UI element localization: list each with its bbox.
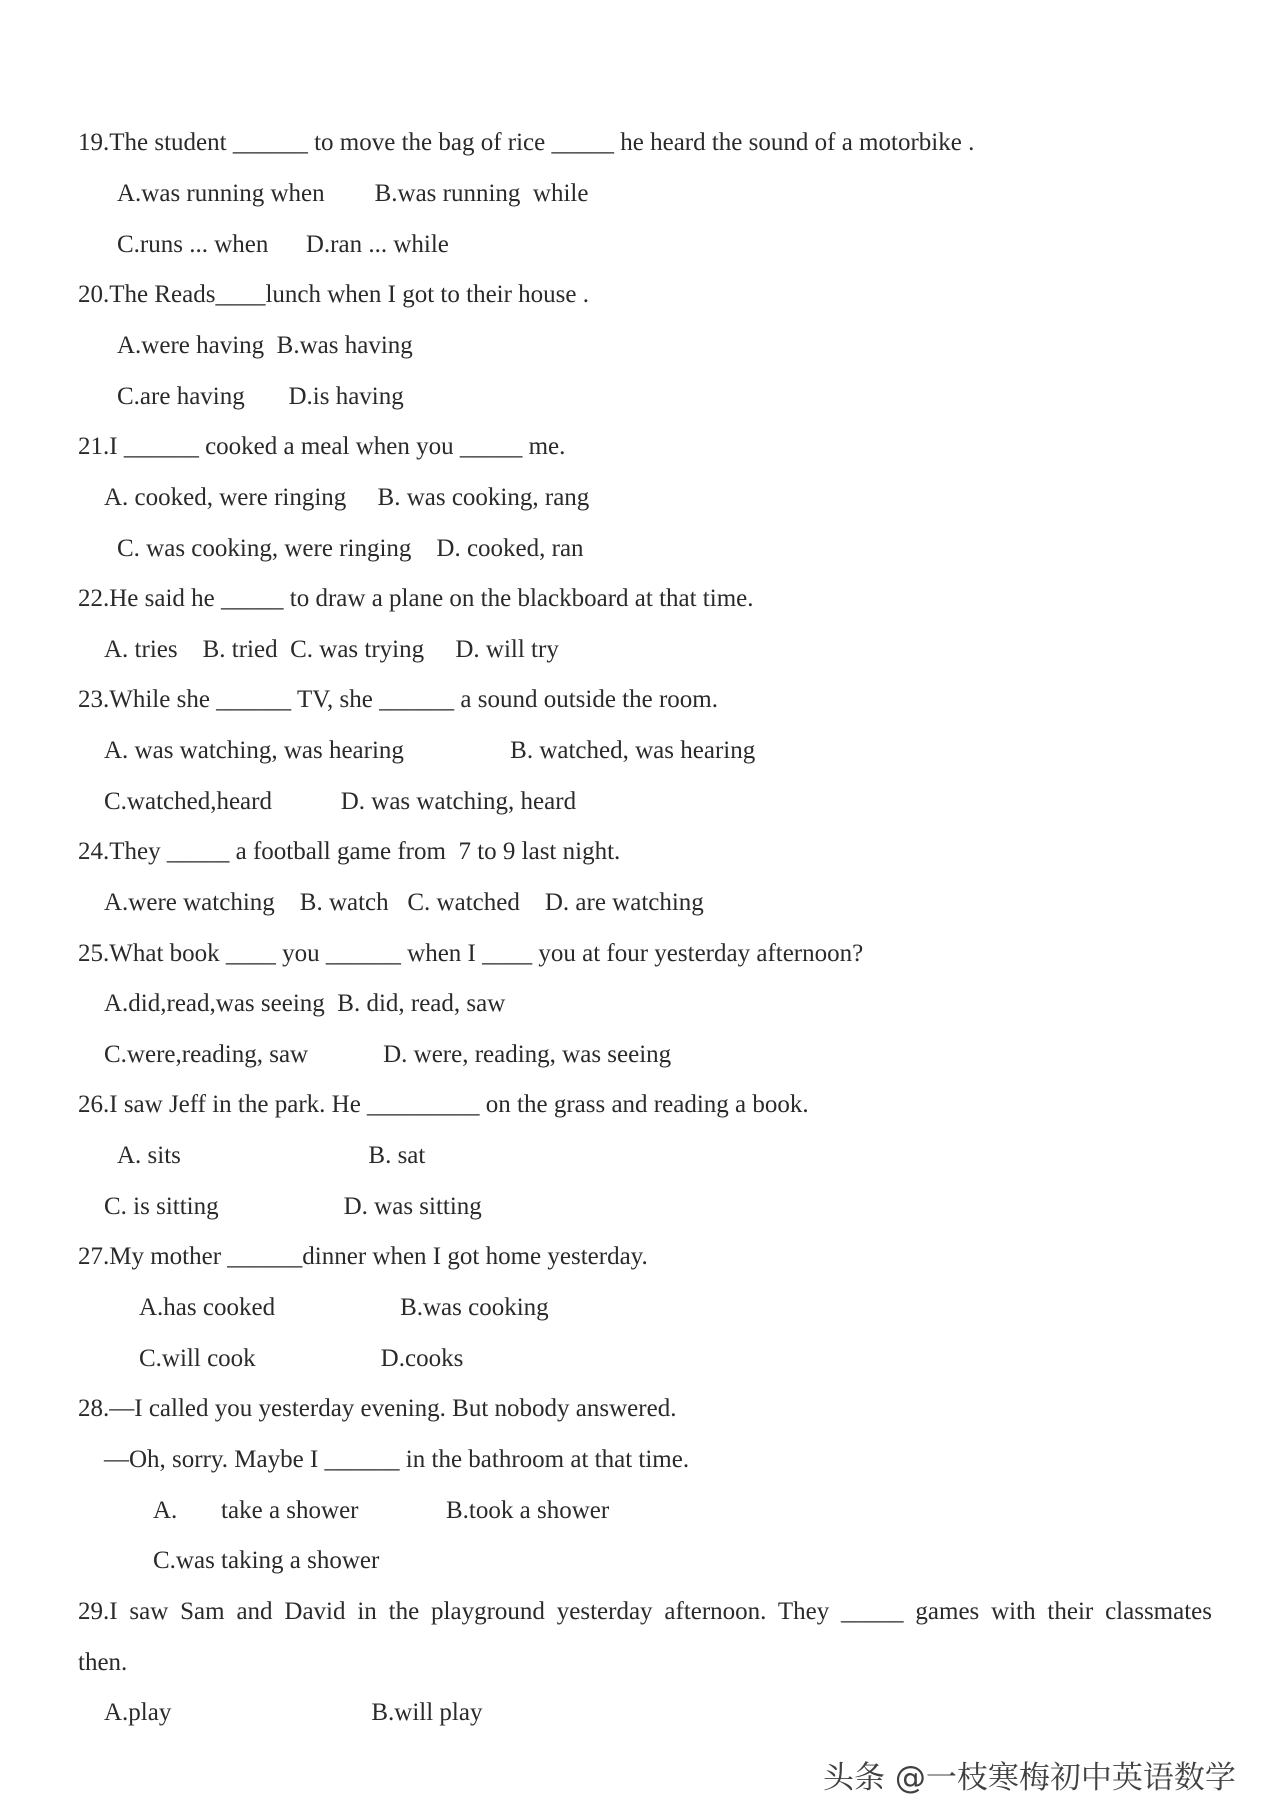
- question-23-options-cd: C.watched,heard D. was watching, heard: [104, 788, 577, 815]
- question-21-options-cd: C. was cooking, were ringing D. cooked, ran: [117, 535, 584, 562]
- question-20-options-cd: C.are having D.is having: [117, 383, 404, 410]
- question-20-options-ab: A.were having B.was having: [117, 332, 413, 359]
- question-28-stem: 28.—I called you yesterday evening. But nobody answered.: [78, 1395, 677, 1422]
- question-26-stem: 26.I saw Jeff in the park. He _________ on the grass and reading a book.: [78, 1091, 809, 1118]
- question-29-stem-continued: then.: [78, 1649, 128, 1676]
- question-22-stem: 22.He said he _____ to draw a plane on the blackboard at that time.: [78, 585, 754, 612]
- question-27-options-cd: C.will cook D.cooks: [139, 1345, 464, 1372]
- question-21-options-ab: A. cooked, were ringing B. was cooking, rang: [104, 484, 590, 511]
- question-29-stem: 29.I saw Sam and David in the playground yesterday afternoon. They _____ games with their classmates: [78, 1598, 1212, 1625]
- question-25-options-ab: A.did,read,was seeing B. did, read, saw: [104, 990, 506, 1017]
- question-28-options-ab: A. take a shower B.took a shower: [153, 1497, 610, 1524]
- question-28-reply: —Oh, sorry. Maybe I ______ in the bathroom at that time.: [104, 1446, 690, 1473]
- question-23-stem: 23.While she ______ TV, she ______ a sound outside the room.: [78, 686, 718, 713]
- question-23-options-ab: A. was watching, was hearing B. watched, was hearing: [104, 737, 756, 764]
- question-19-options-cd: C.runs ... when D.ran ... while: [117, 231, 449, 258]
- question-25-stem: 25.What book ____ you ______ when I ____ you at four yesterday afternoon?: [78, 940, 864, 967]
- question-21-stem: 21.I ______ cooked a meal when you _____ me.: [78, 433, 566, 460]
- question-27-options-ab: A.has cooked B.was cooking: [139, 1294, 549, 1321]
- question-25-options-cd: C.were,reading, saw D. were, reading, was seeing: [104, 1041, 672, 1068]
- question-20-stem: 20.The Reads____lunch when I got to their house .: [78, 281, 590, 308]
- question-22-options: A. tries B. tried C. was trying D. will try: [104, 636, 559, 663]
- question-24-options: A.were watching B. watch C. watched D. are watching: [104, 889, 704, 916]
- question-28-option-c: C.was taking a shower: [153, 1547, 380, 1574]
- watermark-text: 头条 @一枝寒梅初中英语数学: [823, 1760, 1236, 1796]
- question-24-stem: 24.They _____ a football game from 7 to 9 last night.: [78, 838, 621, 865]
- question-19-options-ab: A.was running when B.was running while: [117, 180, 589, 207]
- question-27-stem: 27.My mother ______dinner when I got home yesterday.: [78, 1243, 648, 1270]
- question-26-options-cd: C. is sitting D. was sitting: [104, 1193, 482, 1220]
- question-29-options-ab: A.play B.will play: [104, 1699, 483, 1726]
- question-26-options-ab: A. sits B. sat: [117, 1142, 426, 1169]
- question-19-stem: 19.The student ______ to move the bag of rice _____ he heard the sound of a motorbike .: [78, 129, 975, 156]
